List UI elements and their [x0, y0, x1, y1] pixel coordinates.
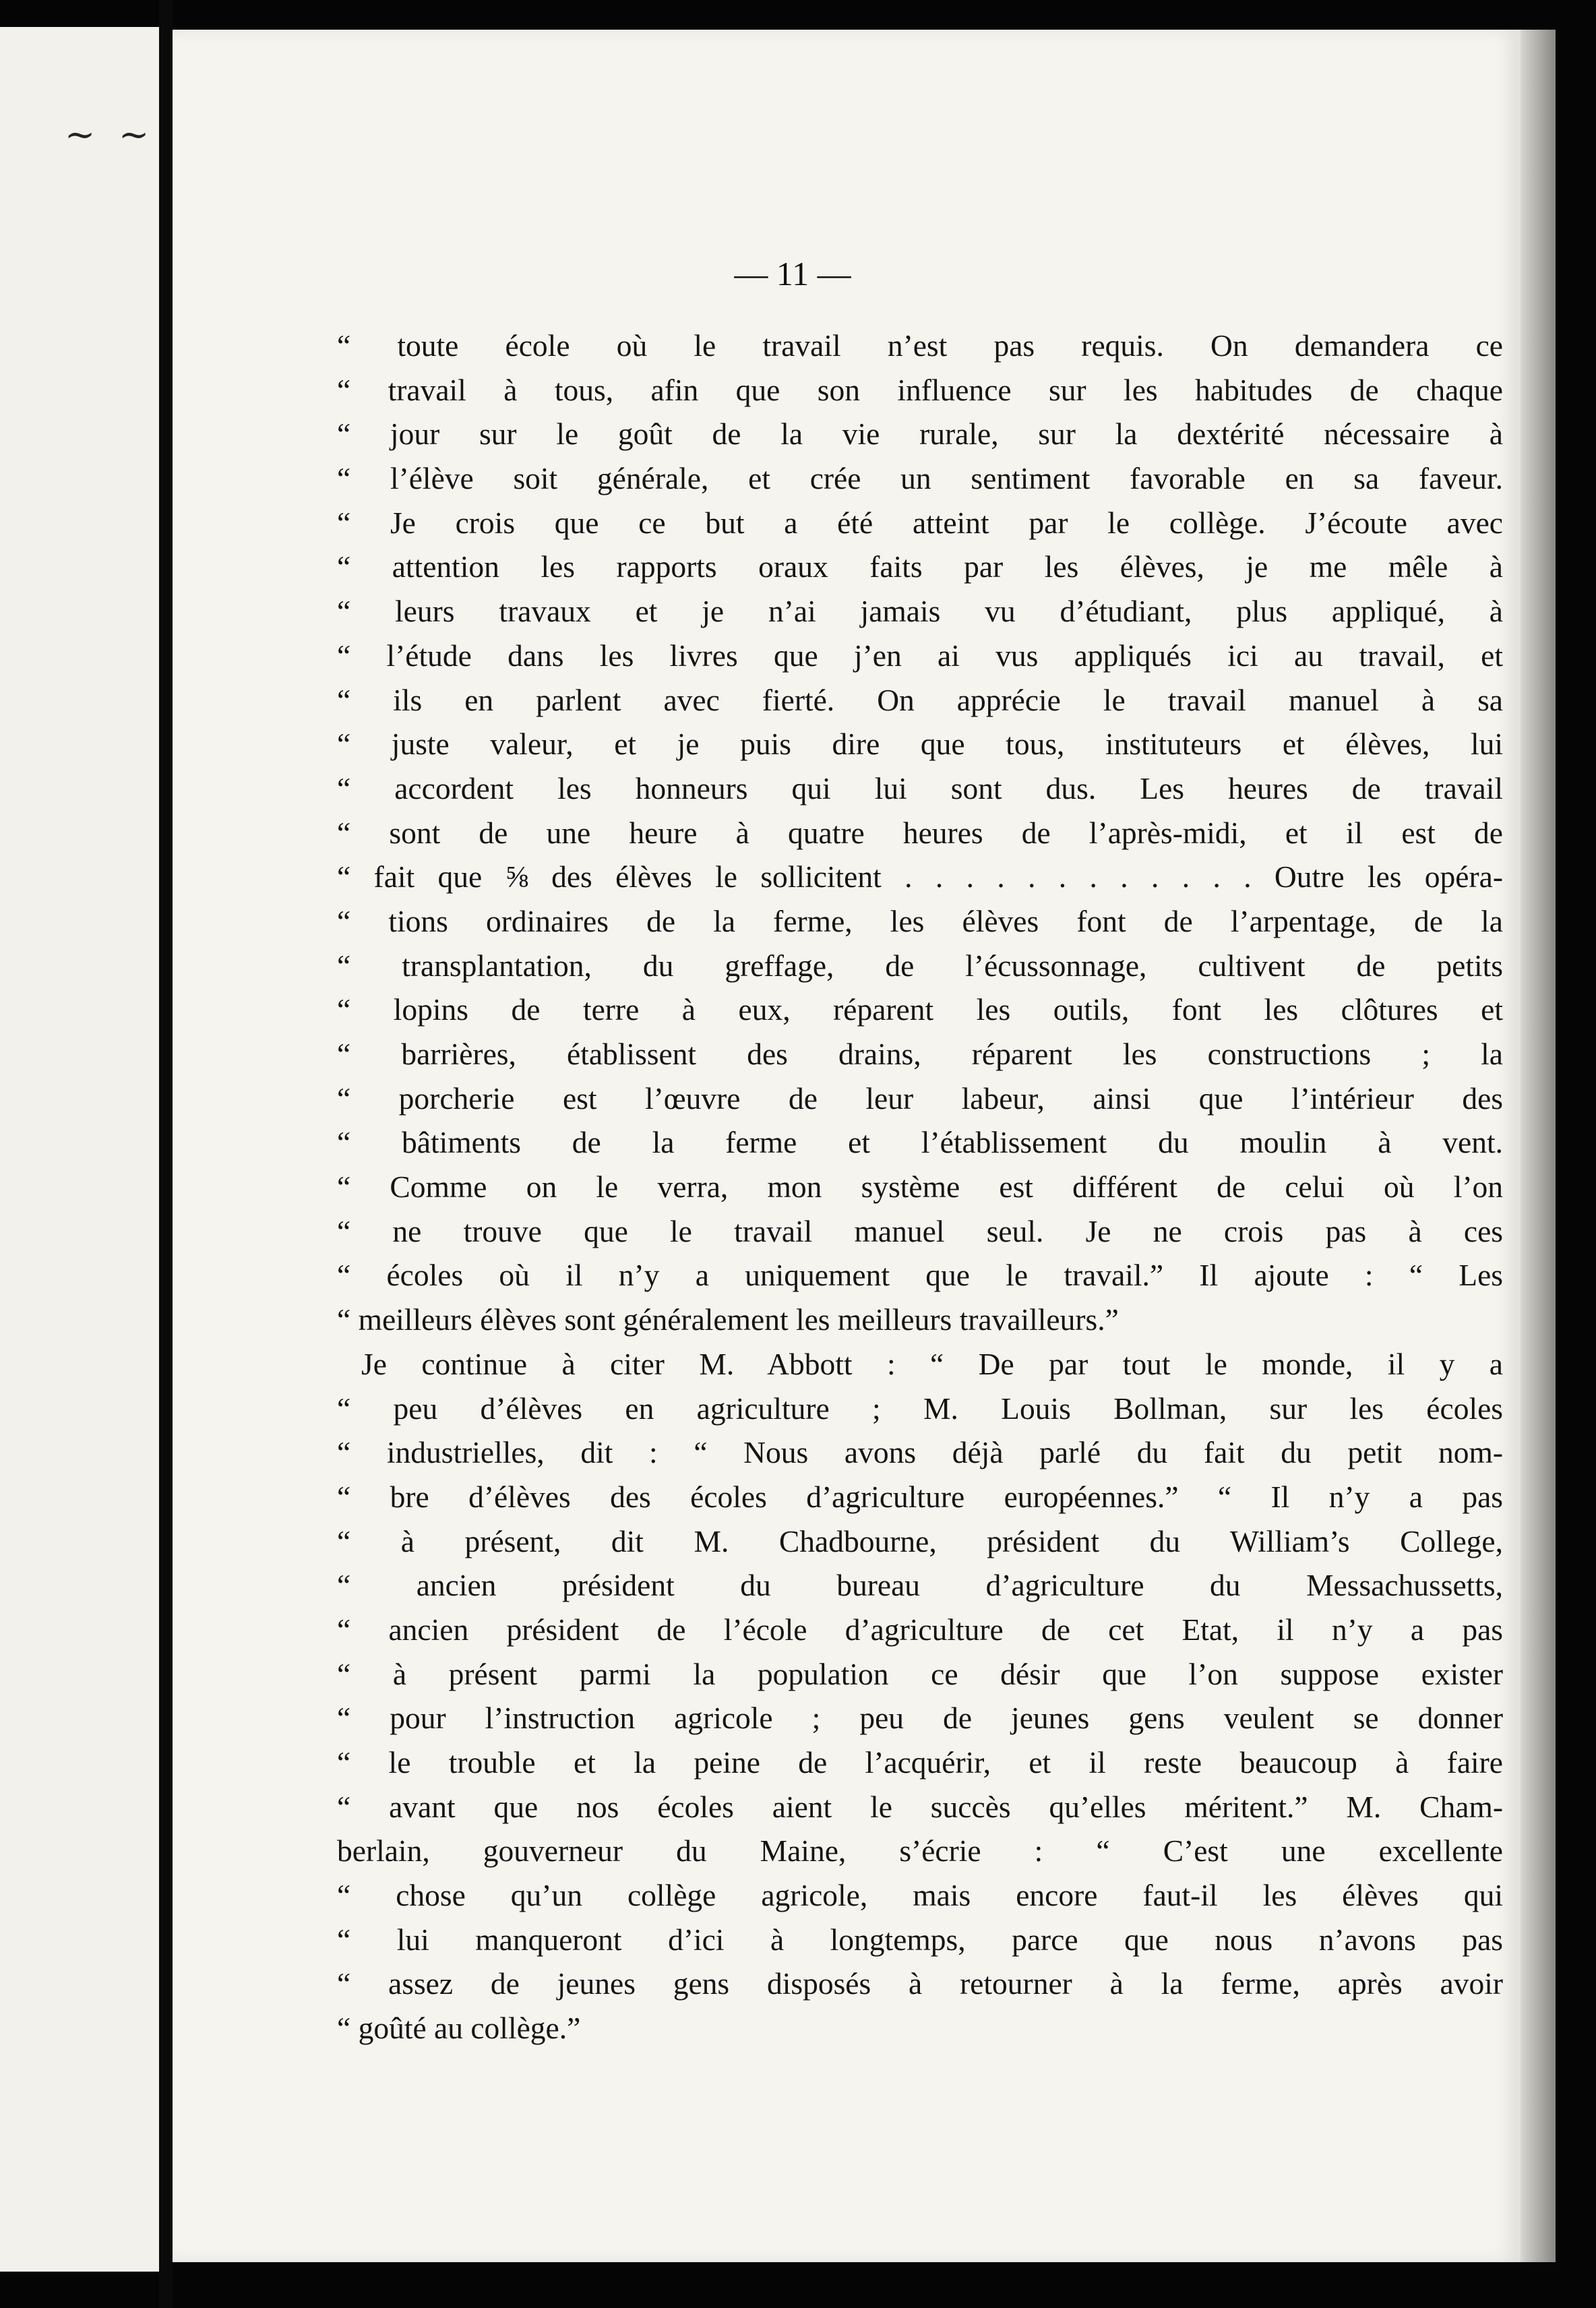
text-line: “ ne trouve que le travail manuel seul. Je ne crois pas à ces [337, 1213, 1503, 1248]
book-gutter [159, 0, 173, 2308]
text-line: “ ancien président du bureau d’agriculture du Messachussetts, [337, 1568, 1503, 1603]
text-line: “ toute école où le travail n’est pas requis. On demandera ce [337, 328, 1503, 363]
text-line: “ avant que nos écoles aient le succès qu’elles méritent.” M. Cham- [337, 1789, 1503, 1824]
text-line: “ accordent les honneurs qui lui sont dus. Les heures de travail [337, 770, 1503, 806]
text-line: “ goûté au collège.” [337, 2011, 581, 2046]
text-line: “ peu d’élèves en agriculture ; M. Louis Bollman, sur les écoles [337, 1391, 1503, 1426]
text-line: “ ancien président de l’école d’agriculture de cet Etat, il n’y a pas [337, 1612, 1503, 1647]
text-line: “ travail à tous, afin que son influence sur les habitudes de chaque [337, 372, 1503, 407]
ink-smudge-mark: ~ [119, 113, 150, 156]
page-stack-edge [1521, 30, 1556, 2262]
text-line: “ assez de jeunes gens disposés à retourner à la ferme, après avoir [337, 1966, 1503, 2001]
facing-page-edge [0, 27, 159, 2272]
text-line: “ juste valeur, et je puis dire que tous, instituteurs et élèves, lui [337, 727, 1503, 762]
text-line: “ pour l’instruction agricole ; peu de jeunes gens veulent se donner [337, 1701, 1503, 1736]
text-line: “ lui manqueront d’ici à longtemps, parce que nous n’avons pas [337, 1922, 1503, 1957]
text-line: berlain, gouverneur du Maine, s’écrie : “ C’est une excellente [337, 1833, 1503, 1869]
text-line: “ fait que ⅝ des élèves le sollicitent . . . . . . . . . . . . Outre les opéra- [337, 859, 1503, 894]
text-line: “ Comme on le verra, mon système est différent de celui où l’on [337, 1170, 1503, 1205]
text-line: “ ils en parlent avec fierté. On apprécie le travail manuel à sa [337, 682, 1503, 717]
paragraph-first-line: Je continue à citer M. Abbott : “ De par tout le monde, il y a [361, 1346, 1503, 1381]
body-text [337, 324, 1503, 2051]
text-line: “ jour sur le goût de la vie rurale, sur la dextérité nécessaire à [337, 417, 1503, 452]
text-line: “ porcherie est l’œuvre de leur labeur, ainsi que l’intérieur des [337, 1081, 1503, 1116]
text-line: “ bâtiments de la ferme et l’établissement du moulin à vent. [337, 1125, 1503, 1160]
text-line: “ leurs travaux et je n’ai jamais vu d’étudiant, plus appliqué, à [337, 594, 1503, 629]
text-line: “ écoles où il n’y a uniquement que le travail.” Il ajoute : “ Les [337, 1258, 1503, 1293]
ink-smudge-mark: ~ [65, 113, 96, 156]
book-page [173, 30, 1521, 2262]
text-line: “ chose qu’un collège agricole, mais encore faut-il les élèves qui [337, 1878, 1503, 1913]
text-line: “ meilleurs élèves sont généralement les meilleurs travailleurs.” [337, 1302, 1119, 1337]
page-number: — 11 — [734, 255, 851, 293]
text-line: “ Je crois que ce but a été atteint par le collège. J’écoute avec [337, 505, 1503, 540]
text-line: “ lopins de terre à eux, réparent les outils, font les clôtures et [337, 992, 1503, 1027]
text-line: “ attention les rapports oraux faits par les élèves, je me mêle à [337, 549, 1503, 584]
text-line: “ l’étude dans les livres que j’en ai vus appliqués ici au travail, et [337, 638, 1503, 673]
text-line: “ à présent parmi la population ce désir que l’on suppose exister [337, 1656, 1503, 1691]
text-line: “ tions ordinaires de la ferme, les élèves font de l’arpentage, de la [337, 903, 1503, 938]
text-line: “ sont de une heure à quatre heures de l’après-midi, et il est de [337, 815, 1503, 850]
text-line: “ barrières, établissent des drains, réparent les constructions ; la [337, 1037, 1503, 1071]
text-line: “ l’élève soit générale, et crée un sentiment favorable en sa faveur. [337, 461, 1503, 496]
text-line: “ bre d’élèves des écoles d’agriculture européennes.” “ Il n’y a pas [337, 1479, 1503, 1514]
text-line: “ transplantation, du greffage, de l’écussonnage, cultivent de petits [337, 948, 1503, 983]
text-line: “ le trouble et la peine de l’acquérir, et il reste beaucoup à faire [337, 1745, 1503, 1780]
text-line: “ industrielles, dit : “ Nous avons déjà parlé du fait du petit nom- [337, 1435, 1503, 1470]
text-line: “ à présent, dit M. Chadbourne, président du William’s College, [337, 1523, 1503, 1558]
